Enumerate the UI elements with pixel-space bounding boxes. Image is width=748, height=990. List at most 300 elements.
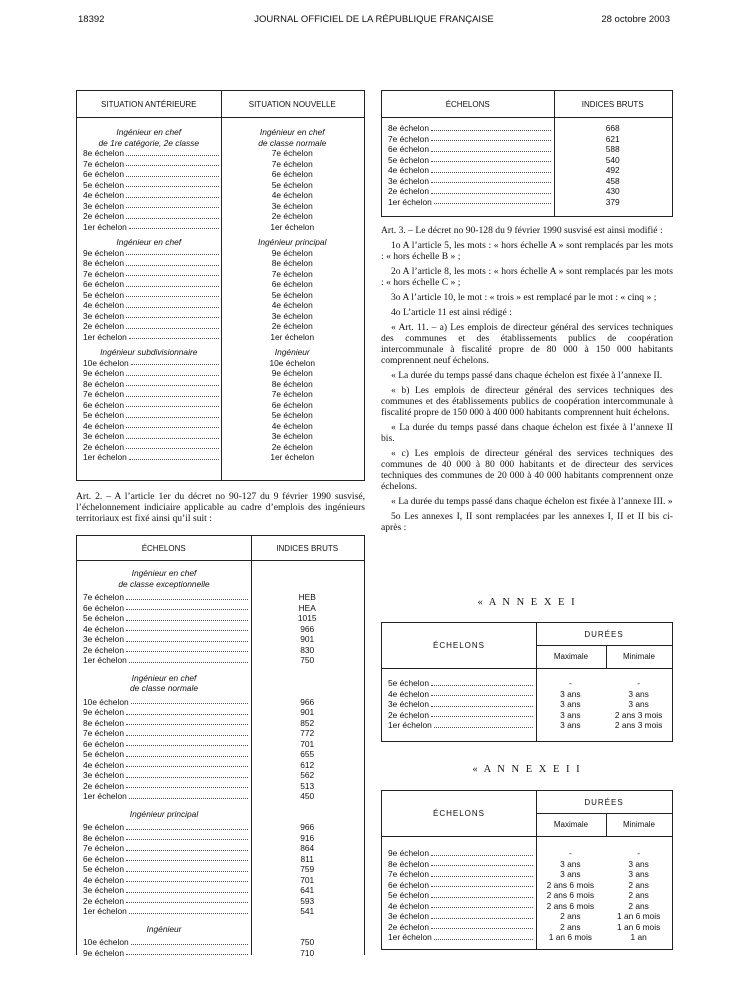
indice-value: 811	[300, 853, 314, 864]
dot-leader	[126, 180, 219, 187]
art3-p9: « c) Les emplois de directeur général des services techniques des communes de 40 000 à 80 000 habitants et de directeur des services techniques des communes de 20 000 à 40 000 habitants comprennent onze échelons.	[381, 448, 673, 492]
echelon-label: 1er échelon	[83, 331, 127, 342]
table-row	[382, 144, 672, 155]
group-title-line: Ingénieur principal	[258, 237, 327, 247]
echelon-new: 9e échelon	[271, 247, 313, 258]
leader-row	[382, 165, 553, 176]
table-row	[77, 937, 364, 948]
dot-leader	[431, 700, 534, 707]
table-row	[77, 421, 364, 432]
dot-leader	[126, 301, 219, 308]
echelon-new: 5e échelon	[271, 289, 313, 300]
table-row	[77, 321, 364, 332]
annex-1-table	[381, 622, 673, 742]
table-row	[77, 948, 364, 959]
dot-leader	[431, 870, 534, 877]
echelon-label: 8e échelon	[388, 858, 429, 869]
duree-min: 3 ans	[628, 869, 649, 879]
table-row	[77, 400, 364, 411]
echelon-label: 8e échelon	[388, 123, 429, 133]
leader-row	[77, 421, 221, 432]
dot-leader	[126, 290, 219, 297]
table-row	[77, 864, 364, 875]
annex-2-title: « A N N E X E I I	[472, 764, 582, 775]
dot-leader	[126, 379, 219, 386]
group-title-left	[77, 237, 221, 248]
leader-row	[77, 781, 250, 792]
dot-leader	[431, 134, 551, 141]
leader-row	[77, 885, 250, 896]
dot-leader	[126, 645, 248, 652]
dot-leader	[126, 635, 248, 642]
table-row	[382, 165, 672, 176]
leader-row	[382, 678, 535, 689]
echelon-label: 7e échelon	[83, 592, 124, 602]
max-header: Maximale	[553, 820, 589, 829]
dot-leader	[431, 166, 551, 173]
leader-row	[382, 197, 553, 208]
dot-leader	[126, 603, 248, 610]
table-row	[77, 655, 364, 666]
duree-min: 2 ans	[628, 890, 649, 900]
table-row	[77, 770, 364, 781]
echelon-label: 9e échelon	[83, 947, 124, 958]
dot-leader	[431, 880, 534, 887]
leader-row	[77, 822, 250, 833]
dot-leader	[126, 149, 219, 156]
echelon-label: 3e échelon	[83, 310, 124, 321]
duree-max: 2 ans 6 mois	[546, 900, 595, 911]
indice-value: 916	[300, 832, 315, 843]
dot-leader	[126, 191, 219, 198]
leader-row	[77, 739, 250, 750]
leader-row	[77, 937, 250, 948]
table-row	[382, 720, 672, 731]
dot-leader	[126, 896, 248, 903]
indice-value: 772	[300, 728, 315, 738]
dot-leader	[126, 875, 248, 882]
echelon-new: 1er échelon	[270, 221, 315, 232]
echelon-label: 5e échelon	[83, 289, 124, 300]
indice-value: 966	[300, 696, 315, 707]
dot-leader	[126, 760, 248, 767]
table-row	[382, 848, 672, 859]
echelon-label: 1er échelon	[83, 906, 127, 916]
group-title-line: Ingénieur	[274, 347, 310, 357]
leader-row	[382, 155, 553, 166]
min-header: Minimale	[622, 820, 655, 829]
table-row	[77, 379, 364, 390]
echelon-label: 7e échelon	[388, 133, 429, 144]
table-row	[77, 728, 364, 739]
echelon-label: 4e échelon	[83, 420, 124, 431]
table-row	[77, 442, 364, 453]
indice-value: HEB	[298, 592, 316, 602]
echelon-label: 3e échelon	[83, 634, 124, 644]
duree-max: -	[568, 848, 572, 858]
dot-leader	[126, 823, 248, 830]
group-title-line: Ingénieur en chef	[131, 568, 197, 578]
article-3	[381, 225, 673, 533]
leader-row	[382, 689, 535, 700]
leader-row	[77, 180, 221, 191]
table-body	[382, 848, 672, 943]
echelon-label: 4e échelon	[388, 900, 429, 911]
echelon-label: 7e échelon	[83, 843, 124, 853]
leader-row	[77, 431, 221, 442]
dot-leader	[131, 358, 219, 365]
table-row	[77, 148, 364, 159]
indices-table-continued	[381, 90, 673, 217]
leader-row	[77, 410, 221, 421]
leader-row	[382, 911, 535, 922]
leader-row	[77, 770, 250, 781]
indice-value: 562	[300, 770, 315, 780]
table-row	[77, 248, 364, 259]
table-body	[77, 127, 364, 463]
leader-row	[77, 718, 250, 729]
table-row	[77, 201, 364, 212]
echelon-label: 2e échelon	[83, 644, 124, 655]
table-row	[382, 932, 672, 943]
page-date: 28 octobre 2003	[601, 14, 670, 25]
echelon-label: 5e échelon	[83, 749, 124, 759]
leader-row	[382, 869, 535, 880]
leader-row	[77, 368, 221, 379]
leader-row	[382, 186, 553, 197]
leader-row	[382, 720, 535, 731]
duree-max: 2 ans 6 mois	[546, 879, 595, 890]
echelon-new: 2e échelon	[271, 441, 313, 452]
dot-leader	[431, 155, 551, 162]
table-row	[77, 875, 364, 886]
indice-value: 750	[300, 937, 315, 947]
table-body	[77, 568, 364, 958]
table-row	[77, 854, 364, 865]
echelon-label: 6e échelon	[83, 738, 124, 749]
table-row	[77, 190, 364, 201]
art3-p8: « La durée du temps passé dans chaque échelon est fixée à l’annexe II bis.	[381, 422, 673, 444]
dot-leader	[129, 907, 249, 914]
leader-row	[382, 932, 535, 943]
table-row	[77, 749, 364, 760]
leader-row	[382, 134, 553, 145]
table-row	[77, 739, 364, 750]
echelon-label: 1er échelon	[83, 791, 127, 801]
group-title	[77, 347, 364, 358]
dot-leader	[126, 442, 219, 449]
table-row	[77, 718, 364, 729]
echelon-label: 4e échelon	[388, 165, 429, 175]
leader-row	[77, 875, 250, 886]
duree-min: 1 an	[630, 932, 647, 942]
table-row	[77, 781, 364, 792]
echelon-label: 7e échelon	[388, 869, 429, 879]
dot-leader	[126, 269, 219, 276]
echelon-label: 4e échelon	[83, 190, 124, 200]
leader-row	[77, 896, 250, 907]
col-header-anterieure: SITUATION ANTÉRIEURE	[101, 99, 197, 109]
dot-leader	[434, 721, 534, 728]
dot-leader	[126, 369, 219, 376]
table-row	[382, 710, 672, 721]
leader-row	[382, 848, 535, 859]
echelon-label: 3e échelon	[388, 699, 429, 709]
echelon-label: 4e échelon	[83, 623, 124, 634]
duree-min: 3 ans	[628, 688, 649, 699]
echelon-label: 8e échelon	[83, 148, 124, 158]
leader-row	[77, 592, 250, 603]
dot-leader	[126, 750, 248, 757]
table-row	[382, 689, 672, 700]
min-header: Minimale	[622, 652, 655, 661]
echelon-new: 8e échelon	[271, 378, 313, 389]
dot-leader	[126, 886, 248, 893]
situation-table	[76, 90, 365, 481]
indice-value: 540	[605, 154, 620, 165]
leader-row	[77, 279, 221, 290]
leader-row	[77, 634, 250, 645]
table-row	[77, 885, 364, 896]
table-row	[382, 922, 672, 933]
indice-value: 710	[300, 947, 315, 958]
leader-row	[382, 144, 553, 155]
leader-row	[77, 311, 221, 322]
table-row	[77, 624, 364, 635]
leader-row	[77, 452, 221, 463]
echelon-new: 3e échelon	[271, 431, 313, 441]
group-title-line: de 1re catégorie, 2e classe	[98, 137, 200, 148]
group-title-right	[221, 347, 365, 358]
group-title	[77, 924, 251, 935]
page-number: 18392	[78, 14, 105, 25]
echelon-label: 4e échelon	[83, 759, 124, 770]
indice-value: 458	[605, 175, 620, 186]
echelon-label: 8e échelon	[83, 258, 124, 268]
indice-value: 655	[300, 749, 315, 759]
dot-leader	[126, 311, 219, 318]
leader-row	[77, 379, 221, 390]
indice-value: 379	[605, 196, 620, 207]
table-header	[77, 536, 364, 561]
dot-leader	[126, 259, 219, 266]
leader-row	[77, 169, 221, 180]
group-title	[77, 568, 251, 589]
group-title-line: de classe normale	[258, 137, 327, 148]
echelon-label: 5e échelon	[83, 410, 124, 420]
dot-leader	[126, 593, 248, 600]
group-title-right	[221, 127, 365, 148]
group-title-right	[221, 237, 365, 248]
dot-leader	[431, 187, 551, 194]
indice-value: 830	[300, 644, 315, 655]
indice-value: 621	[605, 133, 620, 144]
art3-p4: 4o L’article 11 est ainsi rédigé :	[391, 307, 512, 318]
art3-p10: « La durée du temps passé dans chaque échelon est fixée à l’annexe III. »	[391, 496, 673, 507]
leader-row	[77, 843, 250, 854]
dot-leader	[126, 844, 248, 851]
duree-max: -	[568, 678, 572, 688]
dot-leader	[129, 222, 219, 229]
col-header-nouvelle: SITUATION NOUVELLE	[248, 99, 336, 109]
table-row	[382, 678, 672, 689]
leader-row	[382, 710, 535, 721]
duree-min: 2 ans	[628, 900, 649, 911]
echelon-label: 3e échelon	[388, 175, 429, 186]
echelon-label: 8e échelon	[83, 378, 124, 389]
dot-leader	[126, 718, 248, 725]
table-row	[382, 859, 672, 870]
dot-leader	[431, 679, 534, 686]
leader-row	[77, 833, 250, 844]
dot-leader	[431, 901, 534, 908]
leader-row	[77, 697, 250, 708]
leader-row	[382, 922, 535, 933]
leader-row	[382, 901, 535, 912]
echelon-label: 9e échelon	[83, 368, 124, 378]
echelon-label: 1er échelon	[83, 655, 127, 665]
indice-value: 450	[300, 791, 315, 801]
echelon-new: 6e échelon	[271, 169, 313, 179]
dot-leader	[126, 280, 219, 287]
dot-leader	[431, 176, 551, 183]
leader-row	[77, 358, 221, 369]
group-title-line: de classe normale	[130, 683, 198, 693]
echelon-new: 9e échelon	[271, 368, 313, 378]
duree-min: -	[637, 678, 641, 688]
dot-leader	[431, 689, 534, 696]
echelon-label: 6e échelon	[83, 853, 124, 864]
leader-row	[77, 201, 221, 212]
dot-leader	[431, 710, 534, 717]
table-row	[77, 843, 364, 854]
dot-leader	[126, 400, 219, 407]
echelon-label: 1er échelon	[83, 452, 127, 462]
dot-leader	[129, 656, 249, 663]
leader-row	[382, 859, 535, 870]
duree-min: 2 ans 3 mois	[614, 720, 663, 730]
echelon-label: 3e échelon	[83, 885, 124, 895]
dot-leader	[431, 922, 534, 929]
table-row	[77, 645, 364, 656]
echelon-label: 6e échelon	[388, 144, 429, 154]
indice-value: 588	[605, 144, 620, 154]
dot-leader	[434, 197, 552, 204]
leader-row	[77, 389, 221, 400]
dot-leader	[126, 781, 248, 788]
leader-row	[77, 655, 250, 666]
leader-row	[77, 603, 250, 614]
group-title	[77, 237, 364, 248]
leader-row	[77, 332, 221, 343]
dot-leader	[126, 948, 248, 955]
leader-row	[77, 613, 250, 624]
duree-max: 3 ans	[560, 869, 581, 879]
dot-leader	[126, 170, 219, 177]
indice-value: 966	[300, 822, 315, 832]
table-header	[382, 91, 672, 118]
group-title	[77, 673, 251, 694]
dot-leader	[129, 792, 249, 799]
echelon-new: 7e échelon	[271, 148, 313, 158]
indice-value: 701	[300, 874, 315, 885]
art3-p7: « b) Les emplois de directeur général des services techniques des communes et des établissements publics de coopération intercommunale à fiscalité propre de 150 000 à 400 000 habitants comprennent huit échelons.	[381, 385, 673, 418]
indice-value: 668	[605, 123, 620, 133]
echelon-label: 7e échelon	[83, 728, 124, 738]
echelon-label: 6e échelon	[388, 879, 429, 890]
duree-min: 2 ans 3 mois	[614, 709, 663, 720]
table-row	[77, 332, 364, 343]
table-row	[77, 822, 364, 833]
indice-value: 701	[300, 738, 315, 749]
table-row	[77, 634, 364, 645]
table-row	[77, 389, 364, 400]
leader-row	[77, 300, 221, 311]
dot-leader	[131, 697, 249, 704]
table-row	[77, 269, 364, 280]
echelon-new: 3e échelon	[271, 310, 313, 321]
echelon-label: 8e échelon	[83, 832, 124, 843]
dot-leader	[126, 159, 219, 166]
leader-row	[77, 624, 250, 635]
echelon-label: 5e échelon	[388, 678, 429, 688]
dot-leader	[126, 411, 219, 418]
duree-max: 2 ans 6 mois	[546, 890, 595, 900]
echelon-label: 9e échelon	[83, 247, 124, 258]
leader-row	[77, 148, 221, 159]
table-row	[77, 300, 364, 311]
indice-value: 430	[605, 186, 620, 196]
group-title-line: Ingénieur principal	[129, 808, 199, 819]
col-header-echelons: ÉCHELONS	[445, 99, 490, 109]
echelon-label: 8e échelon	[83, 717, 124, 728]
table-row	[382, 134, 672, 145]
table-row	[77, 211, 364, 222]
dot-leader	[126, 708, 248, 715]
table-row	[77, 358, 364, 369]
indice-value: 864	[300, 843, 315, 853]
art3-p1: 1o A l’article 5, les mots : « hors échelle A » sont remplacés par les mots : « hors échelle B » ;	[381, 240, 673, 262]
table-row	[382, 901, 672, 912]
dot-leader	[126, 248, 219, 255]
duree-min: 1 an 6 mois	[616, 921, 661, 932]
dot-leader	[126, 624, 248, 631]
echelon-label: 3e échelon	[83, 770, 124, 780]
echelon-label: 6e échelon	[83, 602, 124, 613]
dot-leader	[126, 212, 219, 219]
table-row	[77, 896, 364, 907]
group-title-line: de classe exceptionnelle	[118, 578, 210, 589]
duree-max: 3 ans	[560, 709, 581, 720]
echelon-label: 4e échelon	[388, 688, 429, 699]
echelon-new: 4e échelon	[271, 420, 313, 431]
table-row	[77, 311, 364, 322]
indice-value: 750	[300, 655, 315, 665]
duree-max: 2 ans	[560, 921, 581, 932]
dot-leader	[126, 432, 219, 439]
echelon-label: 10e échelon	[83, 696, 129, 707]
dot-leader	[431, 912, 534, 919]
dot-leader	[126, 322, 219, 329]
leader-row	[77, 159, 221, 170]
indice-value: 852	[300, 717, 315, 728]
echelons-header: ÉCHELONS	[432, 809, 485, 818]
dot-leader	[431, 145, 551, 152]
table-row	[77, 906, 364, 917]
echelon-label: 1er échelon	[388, 720, 432, 730]
annex-1-title: « A N N E X E I	[477, 597, 577, 608]
leader-row	[77, 248, 221, 259]
